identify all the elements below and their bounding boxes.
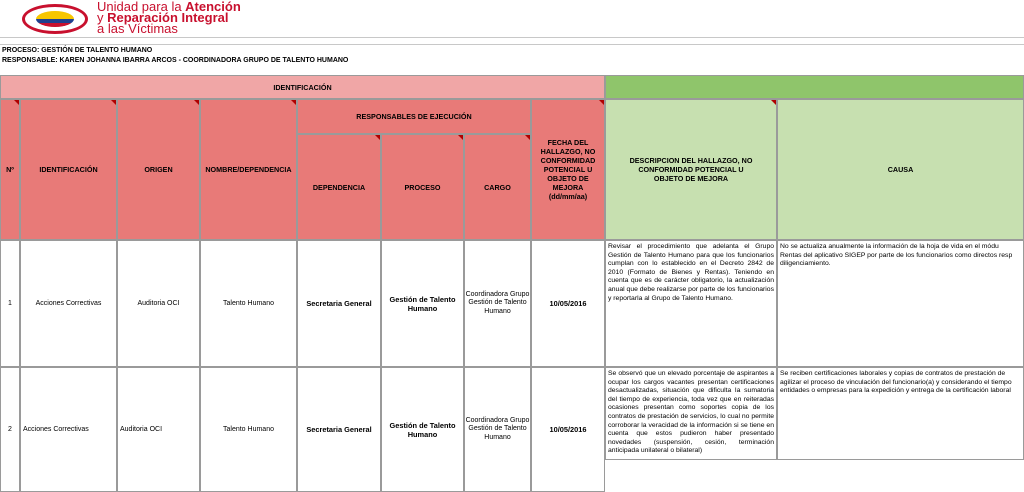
proceso-label: PROCESO: GESTIÓN DE TALENTO HUMANO — [2, 47, 153, 54]
row2-causa: Se reciben certificaciones laborales y copias de contratos de prestación de agilizar el proceso de vinculación del funcionario(a) y considerando el tiempo entidades o empresas para la expedición y entrega de la certificación laboral — [777, 367, 1024, 460]
row2-nombre: Talento Humano — [200, 367, 297, 492]
col-dependencia: DEPENDENCIA — [297, 134, 381, 240]
row1-origen: Auditoria OCI — [117, 240, 200, 367]
colombia-flag-icon — [36, 11, 74, 27]
col-identificacion: IDENTIFICACIÓN — [20, 99, 117, 240]
row2-dependencia: Secretaria General — [297, 367, 381, 492]
responsable-label: RESPONSABLE: KAREN JOHANNA IBARRA ARCOS - COORDINADORA GRUPO DE TALENTO HUMANO — [2, 57, 349, 64]
col-origen: ORIGEN — [117, 99, 200, 240]
row1-proceso: Gestión de Talento Humano — [381, 240, 464, 367]
group-identificacion: IDENTIFICACIÓN — [0, 75, 605, 99]
col-nombre: NOMBRE/DEPENDENCIA — [200, 99, 297, 240]
row2-num: 2 — [0, 367, 20, 492]
row1-descripcion: Revisar el procedimiento que adelanta el Grupo Gestión de Talento Humano para que los funcionarios cumplan con lo establecido en el Decreto 2842 de 2010 (Formato de Bienes y Rentas). Teniendo en cuenta que es de carácter obligatorio, la actualización anual que debe realizarse por parte de los funcionarios y reportarla al Grupo de Talento Humano. — [605, 240, 777, 367]
brand-title: Unidad para la Atención y Reparación Integral a las Víctimas — [97, 0, 241, 36]
divider — [0, 44, 1024, 45]
row1-cargo: Coordinadora Grupo Gestión de Talento Humano — [464, 240, 531, 367]
col-proceso: PROCESO — [381, 134, 464, 240]
row1-num: 1 — [0, 240, 20, 367]
row1-identificacion: Acciones Correctivas — [20, 240, 117, 367]
col-causa: CAUSA — [777, 99, 1024, 240]
divider — [0, 37, 1024, 38]
row2-fecha: 10/05/2016 — [531, 367, 605, 492]
row2-descripcion: Se observó que un elevado porcentaje de aspirantes a ocupar los cargos vacantes presentan certificaciones desactualizadas, situación que dificulta la sumatoria del tiempo de experiencia, toda vez que en reiteradas ocasiones presentan como soportes copia de los contratos de prestación de servicios, lo cual no permite corroborar la veracidad de la información si se tiene en cuenta que estos pudieron haber presentado novedades (suspensión, cesión, terminación anticipada unilateral o bilateral) — [605, 367, 777, 460]
col-fecha: FECHA DEL HALLAZGO, NO CONFORMIDAD POTENCIAL U OBJETO DE MEJORA (dd/mm/aa) — [531, 99, 605, 240]
row2-proceso: Gestión de Talento Humano — [381, 367, 464, 492]
row1-dependencia: Secretaria General — [297, 240, 381, 367]
group-responsables: RESPONSABLES DE EJECUCIÓN — [297, 99, 531, 134]
row2-origen: Auditoria OCI — [117, 367, 200, 492]
col-cargo: CARGO — [464, 134, 531, 240]
row1-fecha: 10/05/2016 — [531, 240, 605, 367]
row2-identificacion: Acciones Correctivas — [20, 367, 117, 492]
col-num: Nº — [0, 99, 20, 240]
row1-nombre: Talento Humano — [200, 240, 297, 367]
row2-cargo: Coordinadora Grupo Gestión de Talento Humano — [464, 367, 531, 492]
group-green-band — [605, 75, 1024, 99]
row1-causa: No se actualiza anualmente la información de la hoja de vida en el módu Rentas del aplicativo SIGEP por parte de los funcionarios como directos resp diligenciamiento. — [777, 240, 1024, 367]
col-descripcion: DESCRIPCION DEL HALLAZGO, NO CONFORMIDAD POTENCIAL U OBJETO DE MEJORA — [605, 99, 777, 240]
